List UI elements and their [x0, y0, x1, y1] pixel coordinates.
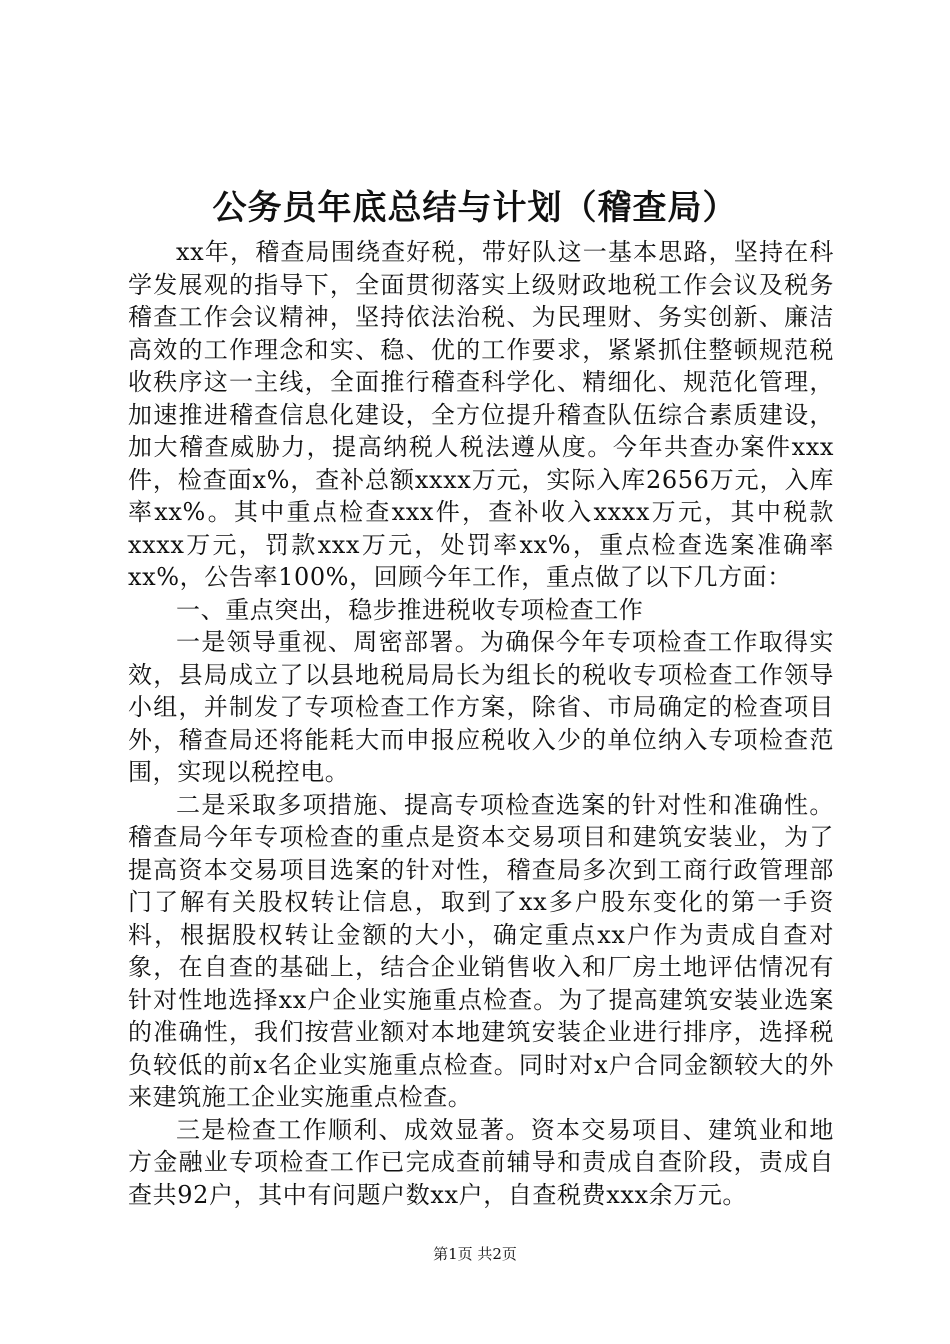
section-heading: 一、重点突出，稳步推进税收专项检查工作 — [176, 595, 644, 624]
paragraph-point-2: 二是采取多项措施、提高专项检查选案的针对性和准确性。稽查局今年专项检查的重点是资本交易项目和建筑安装业，为了提高资本交易项目选案的针对性，稽查局多次到工商行政管理部门了解有关股权转让信息，取到了xx多户股东变化的第一手资料，根据股权转让金额的大小，确定重点xx户作为责成自查对象，在自查的基础上，结合企业销售收入和厂房土地评估情况有针对性地选择xx户企业实施重点检查。为了提高建筑安装业选案的准确性，我们按营业额对本地建筑安装企业进行排序，选择税负较低的前x名企业实施重点检查。同时对x户合同金额较大的外来建筑施工企业实施重点检查。 — [128, 790, 834, 1111]
document-title: 公务员年底总结与计划（稽查局） — [212, 188, 738, 228]
paragraph-point-3: 三是检查工作顺利、成效显著。资本交易项目、建筑业和地方金融业专项检查工作已完成查前辅导和责成自查阶段，责成自查共92户，其中有问题户数xx户，自查税费xxx余万元。 — [128, 1115, 834, 1209]
paragraph-point-1: 一是领导重视、周密部署。为确保今年专项检查工作取得实效，县局成立了以县地税局局长为组长的税收专项检查工作领导小组，并制发了专项检查工作方案，除省、市局确定的检查项目外，稽查局还将能耗大而申报应税收入少的单位纳入专项检查范围，实现以税控电。 — [128, 628, 834, 786]
document-body — [128, 236, 834, 1211]
page-number-footer: 第1页 共2页 — [433, 1245, 517, 1263]
paragraph-intro: xx年，稽查局围绕查好税，带好队这一基本思路，坚持在科学发展观的指导下，全面贯彻落实上级财政地税工作会议及税务稽查工作会议精神，坚持依法治税、为民理财、务实创新、廉洁高效的工作理念和实、稳、优的工作要求，紧紧抓住整顿规范税收秩序这一主线，全面推行稽查科学化、精细化、规范化管理，加速推进稽查信息化建设，全方位提升稽查队伍综合素质建设，加大稽查威胁力，提高纳税人税法遵从度。今年共查办案件xxx件，检查面x%，查补总额xxxx万元，实际入库2656万元，入库率xx%。其中重点检查xxx件，查补收入xxxx万元，其中税款xxxx万元，罚款xxx万元，处罚率xx%，重点检查选案准确率xx%，公告率100%，回顾今年工作，重点做了以下几方面： — [128, 238, 834, 591]
